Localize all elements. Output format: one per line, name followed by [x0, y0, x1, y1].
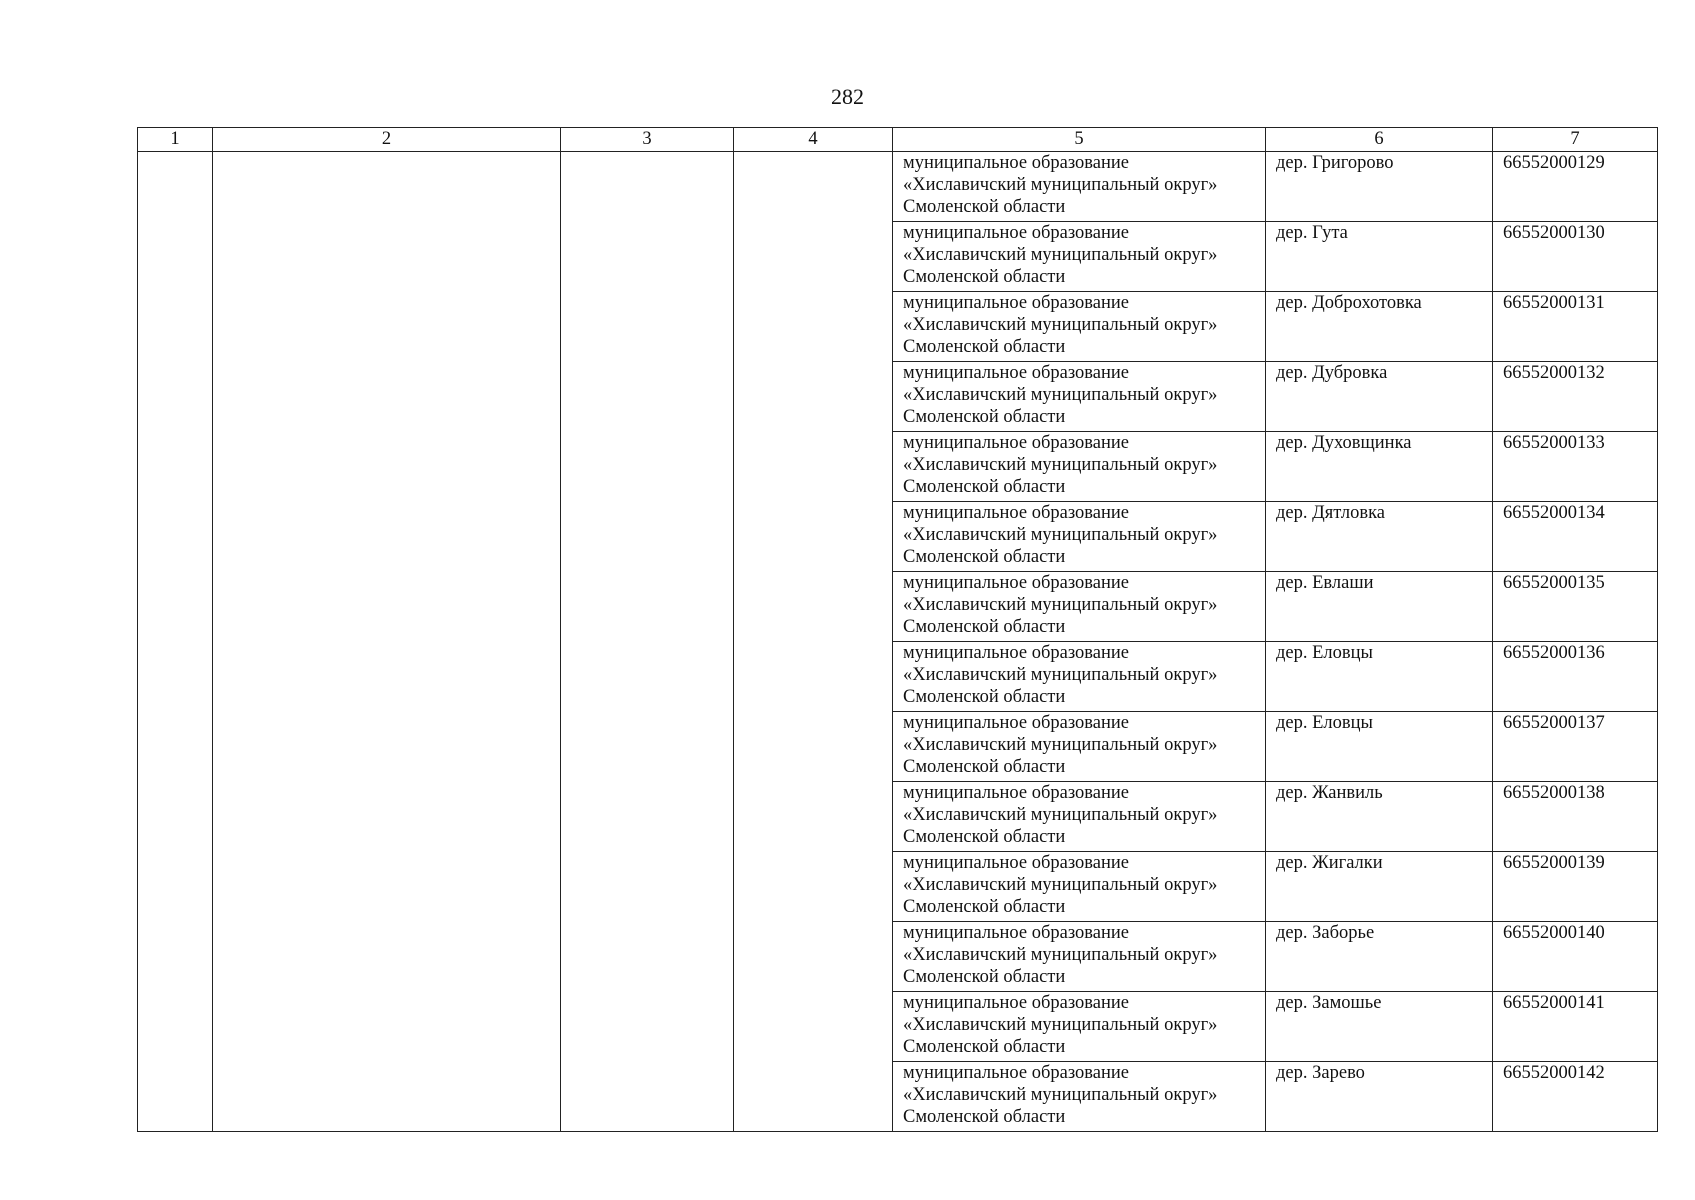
empty-cell-col-3	[561, 152, 734, 1132]
code-cell: 66552000135	[1493, 572, 1658, 642]
municipality-line: «Хиславичский муниципальный округ»	[903, 805, 1218, 825]
municipality-line: Смоленской области	[903, 687, 1066, 707]
table-row	[138, 152, 1658, 222]
settlement-cell: дер. Замошье	[1266, 992, 1493, 1062]
municipality-line: Смоленской области	[903, 337, 1066, 357]
municipality-line: муниципальное образование	[903, 433, 1130, 453]
municipality-line: муниципальное образование	[903, 713, 1130, 733]
municipality-line: Смоленской области	[903, 547, 1066, 567]
settlement-cell: дер. Зарево	[1266, 1062, 1493, 1132]
settlement-cell: дер. Жанвиль	[1266, 782, 1493, 852]
municipality-cell	[893, 152, 1266, 222]
municipality-line: «Хиславичский муниципальный округ»	[903, 315, 1218, 335]
municipality-cell	[893, 642, 1266, 712]
municipality-line: «Хиславичский муниципальный округ»	[903, 525, 1218, 545]
municipality-line: «Хиславичский муниципальный округ»	[903, 665, 1218, 685]
code-cell: 66552000139	[1493, 852, 1658, 922]
municipality-line: «Хиславичский муниципальный округ»	[903, 875, 1218, 895]
municipality-cell	[893, 782, 1266, 852]
municipality-line: Смоленской области	[903, 407, 1066, 427]
code-cell: 66552000141	[1493, 992, 1658, 1062]
page-number: 282	[831, 84, 864, 109]
municipality-line: муниципальное образование	[903, 153, 1130, 173]
municipality-cell	[893, 852, 1266, 922]
settlement-cell: дер. Жигалки	[1266, 852, 1493, 922]
municipality-line: Смоленской области	[903, 617, 1066, 637]
municipality-line: муниципальное образование	[903, 503, 1130, 523]
municipality-line: «Хиславичский муниципальный округ»	[903, 175, 1218, 195]
column-number: 4	[734, 128, 893, 152]
code-cell: 66552000130	[1493, 222, 1658, 292]
code-cell: 66552000142	[1493, 1062, 1658, 1132]
municipality-line: «Хиславичский муниципальный округ»	[903, 945, 1218, 965]
registry-table	[137, 127, 1658, 1132]
column-number-row	[138, 128, 1658, 152]
column-number: 7	[1493, 128, 1658, 152]
settlement-cell: дер. Евлаши	[1266, 572, 1493, 642]
municipality-cell	[893, 292, 1266, 362]
municipality-line: муниципальное образование	[903, 643, 1130, 663]
column-number: 3	[561, 128, 734, 152]
municipality-cell	[893, 572, 1266, 642]
settlement-cell: дер. Еловцы	[1266, 712, 1493, 782]
municipality-cell	[893, 362, 1266, 432]
settlement-cell: дер. Духовщинка	[1266, 432, 1493, 502]
municipality-line: муниципальное образование	[903, 993, 1130, 1013]
municipality-cell	[893, 992, 1266, 1062]
municipality-line: муниципальное образование	[903, 363, 1130, 383]
code-cell: 66552000134	[1493, 502, 1658, 572]
code-cell: 66552000131	[1493, 292, 1658, 362]
column-number: 6	[1266, 128, 1493, 152]
municipality-cell	[893, 222, 1266, 292]
code-cell: 66552000132	[1493, 362, 1658, 432]
municipality-line: муниципальное образование	[903, 293, 1130, 313]
municipality-line: Смоленской области	[903, 757, 1066, 777]
municipality-line: «Хиславичский муниципальный округ»	[903, 455, 1218, 475]
code-cell: 66552000137	[1493, 712, 1658, 782]
municipality-line: Смоленской области	[903, 1107, 1066, 1127]
settlement-cell: дер. Доброхотовка	[1266, 292, 1493, 362]
settlement-cell: дер. Дубровка	[1266, 362, 1493, 432]
municipality-line: муниципальное образование	[903, 223, 1130, 243]
code-cell: 66552000136	[1493, 642, 1658, 712]
column-number: 2	[213, 128, 561, 152]
settlement-cell: дер. Заборье	[1266, 922, 1493, 992]
code-cell: 66552000140	[1493, 922, 1658, 992]
municipality-line: Смоленской области	[903, 897, 1066, 917]
municipality-line: муниципальное образование	[903, 1063, 1130, 1083]
empty-cell-col-1	[138, 152, 213, 1132]
municipality-cell	[893, 502, 1266, 572]
settlement-cell: дер. Еловцы	[1266, 642, 1493, 712]
municipality-cell	[893, 922, 1266, 992]
registry-body	[138, 152, 1658, 1132]
municipality-line: Смоленской области	[903, 967, 1066, 987]
municipality-line: муниципальное образование	[903, 853, 1130, 873]
municipality-line: муниципальное образование	[903, 923, 1130, 943]
municipality-line: «Хиславичский муниципальный округ»	[903, 735, 1218, 755]
empty-cell-col-4	[734, 152, 893, 1132]
municipality-line: «Хиславичский муниципальный округ»	[903, 1015, 1218, 1035]
municipality-line: Смоленской области	[903, 477, 1066, 497]
municipality-line: «Хиславичский муниципальный округ»	[903, 595, 1218, 615]
municipality-line: Смоленской области	[903, 827, 1066, 847]
municipality-line: муниципальное образование	[903, 783, 1130, 803]
municipality-cell	[893, 432, 1266, 502]
empty-cell-col-2	[213, 152, 561, 1132]
municipality-line: Смоленской области	[903, 1037, 1066, 1057]
municipality-line: «Хиславичский муниципальный округ»	[903, 245, 1218, 265]
settlement-cell: дер. Дятловка	[1266, 502, 1493, 572]
municipality-line: муниципальное образование	[903, 573, 1130, 593]
column-number: 5	[893, 128, 1266, 152]
municipality-cell	[893, 712, 1266, 782]
municipality-cell	[893, 1062, 1266, 1132]
settlement-cell: дер. Гута	[1266, 222, 1493, 292]
code-cell: 66552000133	[1493, 432, 1658, 502]
municipality-line: «Хиславичский муниципальный округ»	[903, 1085, 1218, 1105]
code-cell: 66552000138	[1493, 782, 1658, 852]
municipality-line: Смоленской области	[903, 267, 1066, 287]
settlement-cell: дер. Григорово	[1266, 152, 1493, 222]
column-number: 1	[138, 128, 213, 152]
municipality-line: «Хиславичский муниципальный округ»	[903, 385, 1218, 405]
code-cell: 66552000129	[1493, 152, 1658, 222]
municipality-line: Смоленской области	[903, 197, 1066, 217]
